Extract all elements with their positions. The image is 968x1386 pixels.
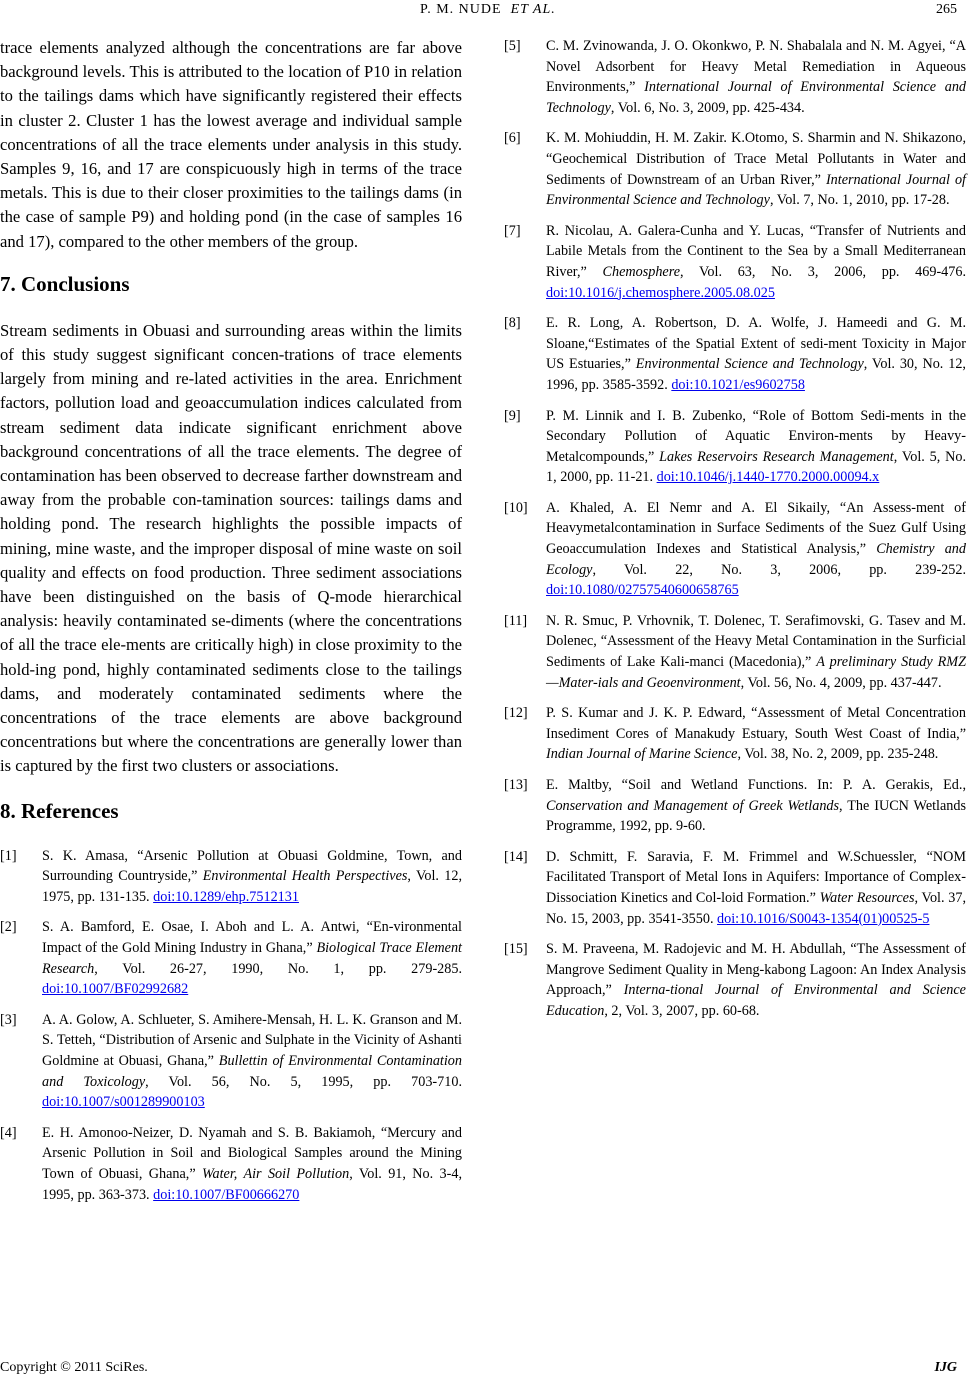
reference-entry [0,846,462,908]
reference-journal: Conservation and Management of Greek Wetlands [546,797,840,814]
reference-text: D. Schmitt, F. Saravia, F. M. Frimmel and W.Schuessler, “NOM Facilitated Transport of Metal Ions in Aquifers: Importance of Complex-Dissociation Kinetics and Col-loid Formation.” [546,848,966,906]
doi-link[interactable]: doi:10.1007/BF02992682 [42,981,189,998]
reference-details: , Vol. 12, 1975, pp. 131-135. [42,868,463,905]
reference-number: [15] [504,941,528,958]
reference-number: [2] [0,919,17,936]
references-heading: 8. References [0,798,119,823]
reference-details: , The IUCN Wetlands Programme, 1992, pp. 9-60. [546,797,966,835]
reference-text: A. Khaled, A. El Nemr and A. El Sikaily, “An Assess-ment of Heavymetalcontamination in Surface Sediments of the Suez Gulf Using Geoaccumulation Indexes and Statistical Analysis,” [546,499,966,558]
references-list-left [0,846,462,1206]
reference-number: [8] [504,315,521,332]
reference-entry [504,128,966,210]
reference-number: [3] [0,1011,17,1028]
reference-number: [11] [504,612,528,629]
reference-number: [7] [504,222,521,239]
reference-entry [504,498,966,601]
reference-number: [6] [504,130,521,147]
reference-entry [504,847,966,929]
reference-text: K. M. Mohiuddin, H. M. Zakir. K.Otomo, S. Sharmin and N. Shikazono, “Geochemical Distribution of Trace Metal Pollutants in Water and Sediments of Downstream of an Urban River,” [546,130,966,188]
reference-details: , Vol. 91, No. 3-4, 1995, pp. 363-373. [42,1166,463,1203]
doi-link[interactable]: doi:10.1007/BF00666270 [153,1186,300,1203]
copyright-notice: Copyright © 2011 SciRes. [0,1360,148,1375]
reference-number: [5] [504,38,521,54]
reference-journal: Biological Trace Element Research [42,940,462,977]
doi-link[interactable]: doi:10.1021/es9602758 [671,376,805,393]
reference-journal: Bullettin of Environmental Contamination and Toxicology [42,1053,462,1090]
reference-text: S. K. Amasa, “Arsenic Pollution at Obuasi Goldmine, Town, and Surrounding Countryside,” [42,847,462,885]
reference-details: , Vol. 38, No. 2, 2009, pp. 235-248. [737,746,939,763]
reference-entry [504,775,966,837]
reference-entry [504,703,966,765]
doi-link[interactable]: doi:10.1080/02757540600658765 [546,582,739,599]
reference-journal: Lakes Reservoirs Research Management [659,448,894,465]
reference-text: P. S. Kumar and J. K. P. Edward, “Assessment of Metal Concentration Insediment Cores of Manakudy Estuary, South West Coast of India,” [546,705,966,742]
reference-entry [504,406,966,488]
reference-details: , Vol. 6, No. 3, 2009, pp. 425-434. [610,99,805,116]
reference-entry [504,939,966,1021]
reference-journal: Environmental Health Perspectives [202,868,408,885]
reference-entry [504,36,966,118]
reference-journal: Indian Journal of Marine Science [546,746,738,763]
reference-journal: Chemosphere [602,263,681,280]
reference-details: , Vol. 56, No. 4, 2009, pp. 437-447. [740,674,942,691]
doi-link[interactable]: doi:10.1007/s001289900103 [42,1094,205,1111]
reference-number: [12] [504,705,528,722]
reference-details: , Vol. 7, No. 1, 2010, pp. 17-28. [769,192,950,209]
doi-link[interactable]: doi:10.1016/S0043-1354(01)00525-5 [717,910,930,927]
reference-number: [10] [504,499,528,516]
reference-journal: Interna-tional Journal of Environmental and Science Education [546,982,966,1019]
conclusions-paragraph: Stream sediments in Obuasi and surrounding areas within the limits of this study suggest significant concen-trations of trace elements largely from mining and re-lated activities in the area. Enrichment factors, pollution load and geoaccumulation indices calculated from stream sediment data indicate significant enrichment above background concentrations of all the trace elements. The degree of contamination has been observed to decrease farther downstream and away from the probable con-tamination sources: tailings dams and holding pond. The research highlights the possible impacts of mining, mine waste, and the improper disposal of mine waste on soil quality and effects on food production. Three sediment associations have been distinguished on the basis of Q-mode hierarchical analysis: heavily contaminated se-diments (where the concentrations of all the trace ele-ments are critically high) in close proximity to the hold-ing pond, highly contaminated sediments close to the tailings dams, and moderately contaminated sediments where the concentrations of the trace elements are above background concentrations but where the concentrations are generally lower than is captured by the first two clusters or associations. [0,320,462,776]
reference-details: , Vol. 30, No. 12, 1996, pp. 3585-3592. [546,356,966,393]
page-number: 265 [936,2,957,17]
reference-number: [4] [0,1124,17,1141]
running-head-etal: ET AL. [510,2,556,17]
reference-entry [0,1010,462,1113]
reference-text: E. H. Amonoo-Neizer, D. Nyamah and S. B. Bakiamoh, “Mercury and Arsenic Pollution in Soil and Biological Samples around the Mining Town of Obuasi, Ghana,” [42,1124,462,1182]
references-list-right [504,36,966,1022]
doi-link[interactable]: doi:10.1016/j.chemosphere.2005.08.025 [546,284,775,301]
reference-text: R. Nicolau, A. Galera-Cunha and Y. Lucas, “Transfer of Nutrients and Labile Metals from the Continent to the Sea by a Small Mediterranean River,” [546,222,966,280]
reference-text: P. M. Linnik and I. B. Zubenko, “Role of Bottom Sedi-ments in the Secondary Pollution of Aquatic Environ-ments by Heavy-Metalcompounds,” [546,407,966,465]
reference-journal: A preliminary Study RMZ—Mater-ials and Geoenvironment [546,654,966,691]
reference-text: A. A. Golow, A. Schlueter, S. Amihere-Mensah, H. L. K. Granson and M. S. Tetteh, “Distribution of Arsenic and Sulphate in the Vicinity of Ashanti Goldmine at Obuasi, Ghana,” [42,1011,462,1070]
running-head-authors: P. M. NUDE [420,2,502,17]
reference-number: [14] [504,848,528,865]
reference-journal: Chemistry and Ecology [546,541,966,578]
reference-journal: International Journal of Environmental Science and Technology [546,79,967,116]
page-header [0,0,968,20]
reference-text: E. R. Long, A. Robertson, D. A. Wolfe, J. Hameedi and G. M. Sloane,“Estimates of the Spatial Extent of sedi-ment Toxicity in Major US Estuaries,” [546,315,966,373]
reference-text: N. R. Smuc, P. Vrhovnik, T. Dolenec, T. Serafimovski, G. Tasev and M. Dolenec, “Assessment of the Heavy Metal Contamination in the Surficial Sediments of Lake Kali-manci (Macedonia),” [546,612,966,671]
reference-details: , 2, Vol. 3, 2007, pp. 60-68. [604,1002,760,1019]
reference-details: , Vol. 26-27, 1990, No. 1, pp. 279-285. [94,960,462,977]
reference-journal: International Journal of Environmental Science and Technology [546,171,966,209]
reference-text: S. A. Bamford, E. Osae, I. Aboh and L. A. Antwi, “En-vironmental Impact of the Gold Mining Industry in Ghana,” [42,919,462,957]
conclusions-heading: 7. Conclusions [0,271,130,296]
doi-link[interactable]: doi:10.1289/ehp.7512131 [153,888,299,905]
reference-details: , Vol. 63, No. 3, 2006, pp. 469-476. [680,263,967,280]
reference-details: , Vol. 5, No. 1, 2000, pp. 11-21. [546,448,966,486]
reference-entry [504,221,966,303]
reference-details: , Vol. 22, No. 3, 2006, pp. 239-252. [592,561,966,578]
reference-entry [504,611,966,693]
reference-journal: Water, Air Soil Pollution [202,1166,350,1182]
running-head [420,2,556,18]
reference-details: , Vol. 37, No. 15, 2003, pp. 3541-3550. [546,889,966,927]
reference-details: , Vol. 56, No. 5, 1995, pp. 703-710. [145,1073,462,1090]
reference-number: [13] [504,777,528,793]
reference-journal: Water Resources [819,889,915,906]
reference-number: [9] [504,407,521,424]
reference-journal: Environmental Science and Technology [635,356,864,373]
left-column [0,36,462,1215]
right-column [504,36,966,1032]
reference-entry [0,1123,462,1205]
reference-text: E. Maltby, “Soil and Wetland Functions. In: P. A. Gerakis, Ed., [546,777,966,793]
reference-number: [1] [0,847,17,864]
reference-text: S. M. Praveena, M. Radojevic and M. H. Abdullah, “The Assessment of Mangrove Sediment Quality in Meng-kabong Lagoon: An Index Analysis Approach,” [546,941,966,999]
reference-text: C. M. Zvinowanda, J. O. Okonkwo, P. N. Shabalala and N. M. Agyei, “A Novel Adsorbent for Heavy Metal Remediation in Aqueous Environments,” [546,38,966,96]
doi-link[interactable]: doi:10.1046/j.1440-1770.2000.00094.x [656,469,880,486]
intro-paragraph: trace elements analyzed although the concentrations are far above background levels. This is attributed to the location of P10 in relation to the tailings dams which have significantly registered their effects in cluster 2. Cluster 1 has the lowest average and individual sample concentrations of all the trace elements under analysis in this study. Samples 9, 16, and 17 are conspicuously high in terms of the trace metals. This is due to their closer proximities to the tailings dams (in the case of sample P9) and holding pond (in the case of samples 16 and 17), compared to the other members of the group. [0,38,462,251]
journal-abbrev: IJG [934,1360,957,1375]
reference-entry [504,313,966,395]
reference-entry [0,917,462,999]
